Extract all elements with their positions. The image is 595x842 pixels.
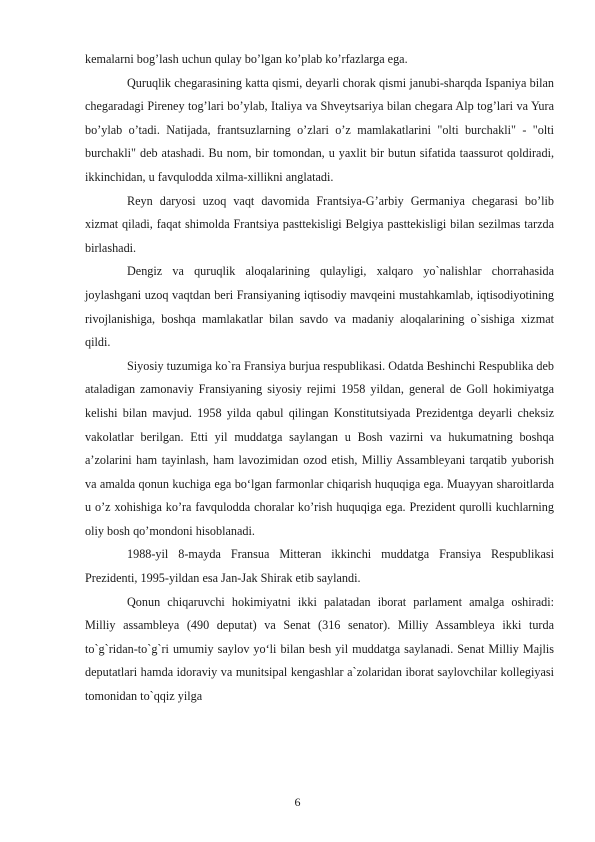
paragraph-borders: Quruqlik chegarasining katta qismi, deyarli chorak qismi janubi-sharqda Ispaniya bilan chegaradagi Pireney tog’lari bo’ylab, Italiya va Shveytsariya bilan chegara Alp tog’lari va Yura bo’ylab o’tadi. Natijada, frantsuzlarning o’zlari o’z mamlakatlarini "olti burchakli" - "olti burchakli" deb atashadi. Bu nom, bir tomondan, u yaxlit bir butun sifatida taassurot qoldiradi, ikkinchidan, u favqulodda xilma-xillikni anglatadi.	[85, 75, 554, 184]
paragraph-presidents: 1988-yil 8-mayda Fransua Mitteran ikkinchi muddatga Fransiya Respublikasi Prezidenti, 1995-yildan esa Jan-Jak Shirak etib saylandi.	[85, 547, 554, 586]
paragraph-continuation: kemalarni bog’lash uchun qulay bo’lgan ko’plab ko’rfazlarga ega.	[85, 52, 408, 66]
paragraph-trade: Dengiz va quruqlik aloqalarining qulayligi, xalqaro yo`nalishlar chorrahasida joylashgani uzoq vaqtdan beri Fransiyaning iqtisodiy mavqeini mustahkamlab, iqtisodiyotining rivojlanishiga, boshqa mamlakatlar bilan savdo va madaniy aloqalarining o`sishiga xizmat qildi.	[85, 264, 554, 350]
page-number: 6	[294, 795, 301, 809]
paragraph-political-system: Siyosiy tuzumiga ko`ra Fransiya burjua respublikasi. Odatda Beshinchi Respublika deb ataladigan zamonaviy Fransiyaning siyosiy rejimi 1958 yildan, general de Goll hokimiyatga kelishi bilan mavjud. 1958 yilda qabul qilingan Konstitutsiyada Prezidentga deyarli cheksiz vakolatlar berilgan. Etti yil muddatga saylangan u Bosh vazirni va hukumatning boshqa a’zolarini ham tayinlash, ham lavozimidan ozod etish, Milliy Assambleyani tarqatib yuborish va amalda qonun kuchiga ega bo‘lgan farmonlar chiqarish huquqiga ega. Muayyan sharoitlarda u o’z xohishiga ko’ra favqulodda choralar ko’rish huquqiga ega. Prezident qurolli kuchlarning oliy bosh qo’mondoni hisoblanadi.	[85, 358, 554, 538]
paragraph-rhine: Reyn daryosi uzoq vaqt davomida Frantsiya-G’arbiy Germaniya chegarasi bo’lib xizmat qiladi, faqat shimolda Frantsiya pasttekisligi Belgiya pasttekisligi bilan sezilmas tarzda birlashadi.	[85, 193, 554, 255]
paragraph-parliament: Qonun chiqaruvchi hokimiyatni ikki palatadan iborat parlament amalga oshiradi: Milliy assambleya (490 deputat) va Senat (316 senator). Milliy Assambleya ikki turda to`g`ridan-to`g`ri umumiy saylov yo‘li bilan besh yil muddatga saylanadi. Senat Milliy Majlis deputatlari hamda idoraviy va munitsipal kengashlar a`zolaridan iborat saylovchilar kollegiyasi tomonidan to`qqiz yilga	[85, 594, 554, 704]
document-page	[85, 48, 554, 709]
